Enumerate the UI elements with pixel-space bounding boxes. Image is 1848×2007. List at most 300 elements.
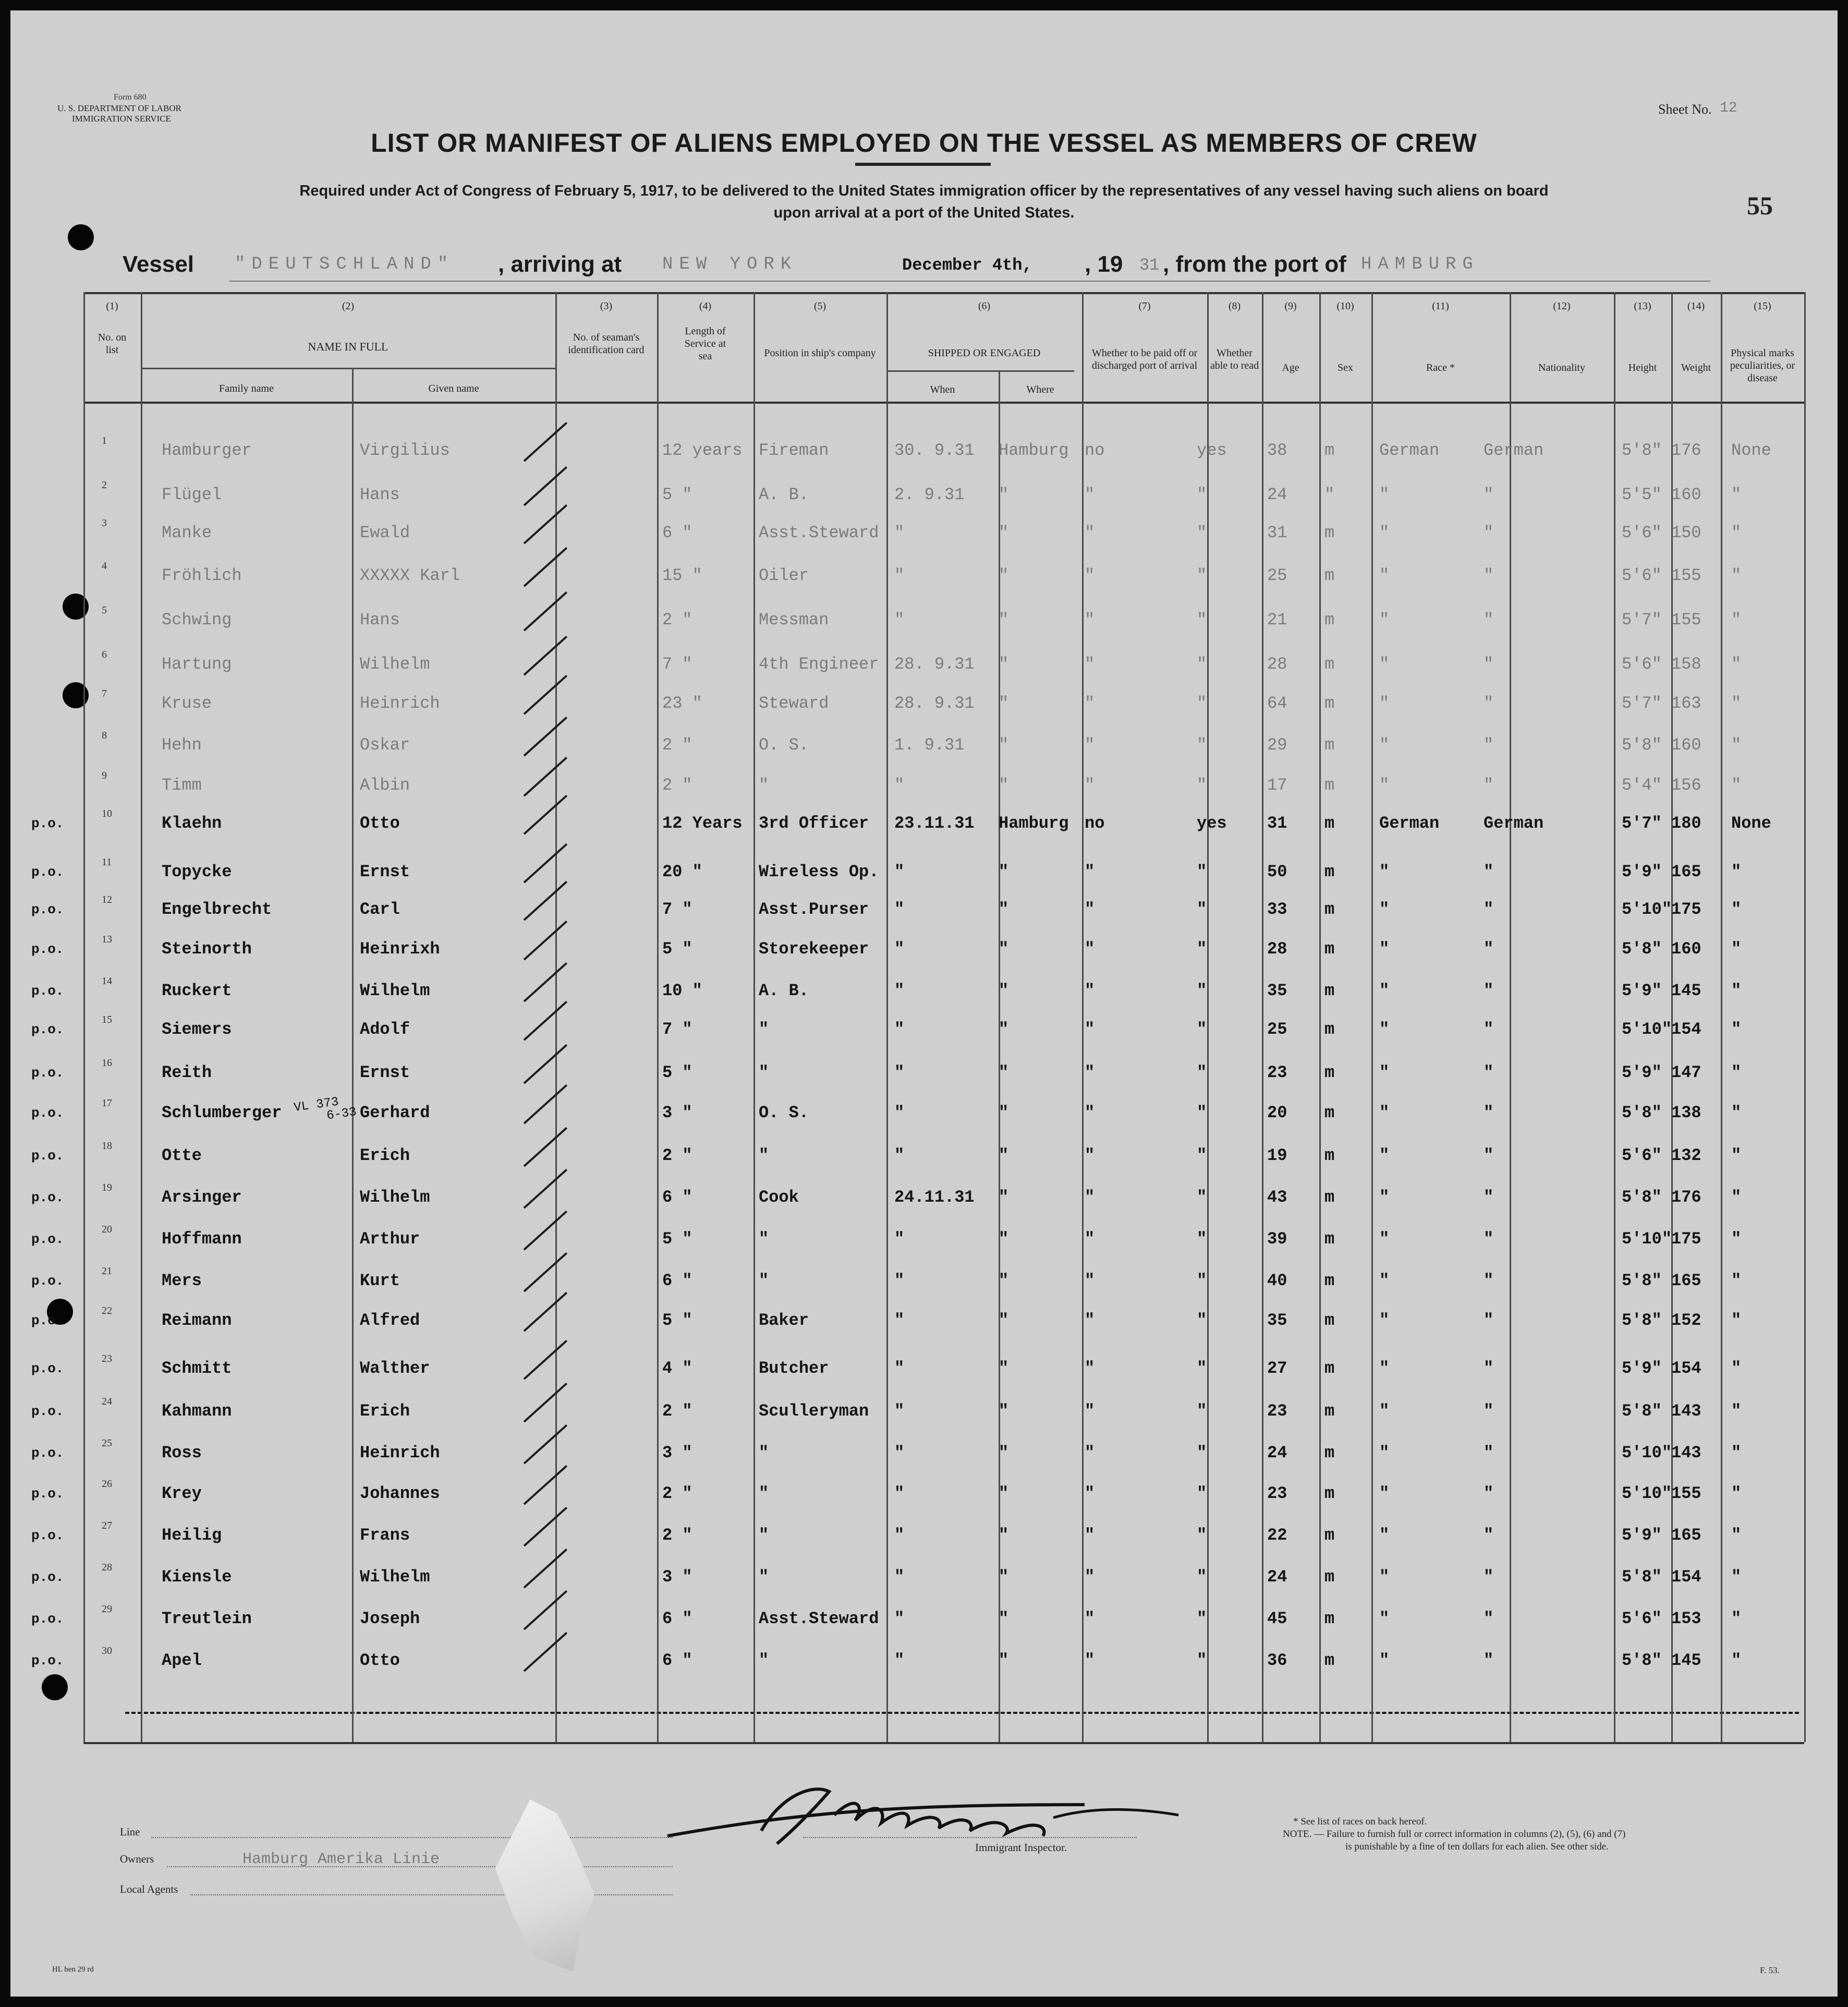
cell-paid: " bbox=[1085, 735, 1095, 755]
cell-service: 6 " bbox=[662, 1651, 692, 1670]
cell-paid: " bbox=[1085, 655, 1095, 674]
cell-position: A. B. bbox=[759, 485, 809, 504]
year-label: , 19 bbox=[1085, 251, 1123, 277]
cell-read: " bbox=[1197, 1146, 1207, 1165]
cell-paid: " bbox=[1085, 1311, 1095, 1330]
cell-phys: " bbox=[1731, 566, 1742, 585]
cell-position: Steward bbox=[759, 694, 829, 713]
cell-race: " bbox=[1379, 485, 1390, 504]
cell-race: " bbox=[1379, 1063, 1390, 1082]
cell-given: Walther bbox=[360, 1359, 430, 1378]
cell-service: 12 years bbox=[662, 441, 743, 460]
cell-when: 1. 9.31 bbox=[894, 735, 965, 755]
cell-read: " bbox=[1197, 862, 1207, 881]
col13-number: (13) bbox=[1634, 300, 1651, 312]
cell-given: Hans bbox=[360, 485, 400, 504]
cell-phys: " bbox=[1731, 1443, 1742, 1462]
cell-nat: " bbox=[1484, 1401, 1494, 1421]
cell-given: Wilhelm bbox=[360, 1567, 430, 1587]
cell-phys: " bbox=[1731, 523, 1742, 542]
cell-sex: m bbox=[1324, 1359, 1335, 1378]
column-rule bbox=[886, 292, 888, 1742]
cell-family: Siemers bbox=[162, 1020, 232, 1039]
cell-age: 28 bbox=[1267, 655, 1287, 674]
cell-height: 5'8" bbox=[1622, 1188, 1662, 1207]
cell-family: Reith bbox=[162, 1063, 212, 1082]
cell-mark: p.o. bbox=[31, 1105, 64, 1121]
cell-family: Hehn bbox=[162, 735, 202, 755]
cell-age: 33 bbox=[1267, 900, 1287, 919]
cell-height: 5'6" bbox=[1622, 1609, 1662, 1628]
cell-paid: " bbox=[1085, 1609, 1095, 1628]
cell-paid: no bbox=[1085, 814, 1105, 833]
cell-height: 5'6" bbox=[1622, 523, 1662, 542]
cell-when: " bbox=[894, 1103, 905, 1122]
col10-number: (10) bbox=[1336, 300, 1354, 312]
cell-position: 3rd Officer bbox=[759, 814, 869, 833]
cell-sex: m bbox=[1324, 1020, 1335, 1039]
fine-note-2: is punishable by a fine of ten dollars for each alien. See other side. bbox=[1345, 1841, 1609, 1852]
cell-paid: no bbox=[1085, 441, 1105, 460]
cell-age: 23 bbox=[1267, 1484, 1287, 1503]
subtitle-line2: upon arrival at a port of the United States. bbox=[773, 204, 1075, 221]
cell-read: " bbox=[1197, 1103, 1207, 1122]
cell-given: Gerhard bbox=[360, 1103, 430, 1122]
cell-where: " bbox=[999, 1609, 1009, 1628]
cell-service: 23 " bbox=[662, 694, 702, 713]
cell-when: " bbox=[894, 1567, 905, 1587]
cell-nat: " bbox=[1484, 1651, 1494, 1670]
cell-nat: " bbox=[1484, 1020, 1494, 1039]
cell-family: Schwing bbox=[162, 610, 232, 630]
cell-position: Storekeeper bbox=[759, 939, 869, 959]
cell-where: " bbox=[999, 735, 1009, 755]
cell-nat: " bbox=[1484, 694, 1494, 713]
cell-phys: " bbox=[1731, 981, 1742, 1000]
cell-family: Ross bbox=[162, 1443, 202, 1462]
col15-header: Physical marks peculiarities, or disease bbox=[1730, 347, 1795, 384]
col12-number: (12) bbox=[1553, 300, 1571, 312]
cell-height: 5'8" bbox=[1622, 1103, 1662, 1122]
cell-race: " bbox=[1379, 900, 1390, 919]
cell-family: Steinorth bbox=[162, 939, 252, 959]
cell-where: " bbox=[999, 1526, 1009, 1545]
cell-phys: None bbox=[1731, 814, 1771, 833]
cell-when: " bbox=[894, 862, 905, 881]
cell-paid: " bbox=[1085, 862, 1095, 881]
cell-read: " bbox=[1197, 1229, 1207, 1249]
cell-sex: m bbox=[1324, 1229, 1335, 1249]
cell-age: 22 bbox=[1267, 1526, 1287, 1545]
cell-nat: German bbox=[1484, 814, 1544, 833]
cell-age: 35 bbox=[1267, 1311, 1287, 1330]
cell-height: 5'8" bbox=[1622, 1271, 1662, 1290]
cell-phys: " bbox=[1731, 1651, 1742, 1670]
cell-given: Wilhelm bbox=[360, 1188, 430, 1207]
cell-phys: " bbox=[1731, 1526, 1742, 1545]
cell-sex: m bbox=[1324, 939, 1335, 959]
cell-when: 30. 9.31 bbox=[894, 441, 975, 460]
col9-number: (9) bbox=[1284, 300, 1297, 312]
cell-paid: " bbox=[1085, 610, 1095, 630]
col14-header: Weight bbox=[1681, 362, 1711, 373]
cell-sex: m bbox=[1324, 1188, 1335, 1207]
col5-header: Position in ship's company bbox=[764, 347, 876, 359]
col9-header: Age bbox=[1282, 362, 1299, 373]
cell-phys: " bbox=[1731, 776, 1742, 795]
cell-weight: 145 bbox=[1671, 981, 1701, 1000]
cell-weight: 145 bbox=[1671, 1651, 1701, 1670]
cell-no: 14 bbox=[102, 975, 112, 987]
cell-height: 5'6" bbox=[1622, 655, 1662, 674]
cell-paid: " bbox=[1085, 1526, 1095, 1545]
cell-age: 20 bbox=[1267, 1103, 1287, 1122]
cell-race: " bbox=[1379, 655, 1390, 674]
cell-phys: " bbox=[1731, 900, 1742, 919]
cell-read: " bbox=[1197, 610, 1207, 630]
cell-mark: p.o. bbox=[31, 1361, 64, 1376]
cell-given: Heinrich bbox=[360, 1443, 440, 1462]
cell-mark: p.o. bbox=[31, 1445, 64, 1461]
cell-sex: m bbox=[1324, 1609, 1335, 1628]
cell-read: " bbox=[1197, 1401, 1207, 1421]
cell-phys: " bbox=[1731, 1020, 1742, 1039]
cell-race: " bbox=[1379, 1401, 1390, 1421]
cell-family: Hartung bbox=[162, 655, 232, 674]
cell-position: " bbox=[759, 1526, 769, 1545]
cell-mark: p.o. bbox=[31, 1486, 64, 1502]
cell-weight: 150 bbox=[1671, 523, 1701, 542]
signature-line bbox=[803, 1837, 1137, 1838]
cell-age: 23 bbox=[1267, 1063, 1287, 1082]
cell-when: " bbox=[894, 1311, 905, 1330]
cell-mark: p.o. bbox=[31, 1404, 64, 1419]
cell-weight: 154 bbox=[1671, 1020, 1701, 1039]
col2-header: NAME IN FULL bbox=[308, 340, 388, 353]
cell-height: 5'4" bbox=[1622, 776, 1662, 795]
cell-race: German bbox=[1379, 441, 1440, 460]
cell-race: " bbox=[1379, 1271, 1390, 1290]
cell-sex: m bbox=[1324, 1484, 1335, 1503]
cell-sex: m bbox=[1324, 610, 1335, 630]
manifest-sheet bbox=[10, 10, 1838, 1997]
cell-read: " bbox=[1197, 900, 1207, 919]
cell-family: Manke bbox=[162, 523, 212, 542]
col8-header: Whether able to read bbox=[1210, 347, 1259, 371]
cell-family: Otte bbox=[162, 1146, 202, 1165]
cell-service: 3 " bbox=[662, 1443, 692, 1462]
cell-position: Butcher bbox=[759, 1359, 829, 1378]
cell-nat: " bbox=[1484, 1063, 1494, 1082]
cell-age: 45 bbox=[1267, 1609, 1287, 1628]
cell-nat: " bbox=[1484, 566, 1494, 585]
fine-note-1: NOTE. — Failure to furnish full or correct information in columns (2), (5), (6) and (7) bbox=[1283, 1829, 1626, 1840]
cell-no: 9 bbox=[102, 770, 107, 781]
cell-family: Hoffmann bbox=[162, 1229, 242, 1249]
cell-where: " bbox=[999, 1651, 1009, 1670]
column-rule bbox=[1804, 292, 1806, 1742]
cell-where: " bbox=[999, 1020, 1009, 1039]
cell-nat: " bbox=[1484, 1271, 1494, 1290]
cell-read: " bbox=[1197, 523, 1207, 542]
cell-paid: " bbox=[1085, 485, 1095, 504]
cell-read: " bbox=[1197, 1526, 1207, 1545]
cell-nat: " bbox=[1484, 485, 1494, 504]
cell-paid: " bbox=[1085, 1651, 1095, 1670]
cell-no: 8 bbox=[102, 730, 107, 741]
cell-position: A. B. bbox=[759, 981, 809, 1000]
cell-age: 35 bbox=[1267, 981, 1287, 1000]
cell-read: " bbox=[1197, 981, 1207, 1000]
cell-race: " bbox=[1379, 1146, 1390, 1165]
cell-when: " bbox=[894, 1020, 905, 1039]
cell-phys: " bbox=[1731, 939, 1742, 959]
local-agents-label: Local Agents bbox=[120, 1883, 178, 1895]
cell-mark: p.o. bbox=[31, 1231, 64, 1247]
cell-height: 5'6" bbox=[1622, 566, 1662, 585]
cell-position: Fireman bbox=[759, 441, 829, 460]
cell-race: German bbox=[1379, 814, 1440, 833]
cell-weight: 176 bbox=[1671, 441, 1701, 460]
cell-weight: 147 bbox=[1671, 1063, 1701, 1082]
cell-when: " bbox=[894, 1609, 905, 1628]
cell-no: 25 bbox=[102, 1437, 112, 1449]
sheet-label: Sheet No. bbox=[1658, 102, 1712, 117]
column-rule bbox=[1319, 292, 1321, 1742]
cell-age: 50 bbox=[1267, 862, 1287, 881]
cell-where: " bbox=[999, 981, 1009, 1000]
cell-no: 19 bbox=[102, 1182, 112, 1193]
cell-age: 39 bbox=[1267, 1229, 1287, 1249]
cell-read: " bbox=[1197, 1311, 1207, 1330]
owners-label: Owners bbox=[120, 1853, 154, 1865]
race-note: * See list of races on back hereof. bbox=[1293, 1816, 1427, 1827]
cell-weight: 154 bbox=[1671, 1359, 1701, 1378]
cell-given: Heinrich bbox=[360, 694, 440, 713]
cell-when: 24.11.31 bbox=[894, 1188, 975, 1207]
cell-position: " bbox=[759, 1063, 769, 1082]
form-number: Form 680 bbox=[114, 93, 147, 102]
cell-height: 5'10" bbox=[1622, 1229, 1672, 1249]
sub-header-rule bbox=[886, 370, 1074, 372]
cell-height: 5'8" bbox=[1622, 939, 1662, 959]
cell-where: " bbox=[999, 862, 1009, 881]
col12-header: Nationality bbox=[1538, 362, 1585, 373]
cell-paid: " bbox=[1085, 1020, 1095, 1039]
cell-weight: 156 bbox=[1671, 776, 1701, 795]
cell-age: 38 bbox=[1267, 441, 1287, 460]
cell-height: 5'8" bbox=[1622, 1401, 1662, 1421]
col2-number: (2) bbox=[342, 300, 355, 312]
cell-position: " bbox=[759, 776, 769, 795]
cell-sex: m bbox=[1324, 981, 1335, 1000]
cell-height: 5'7" bbox=[1622, 610, 1662, 630]
cell-sex: m bbox=[1324, 1526, 1335, 1545]
cell-where: " bbox=[999, 610, 1009, 630]
cell-nat: " bbox=[1484, 981, 1494, 1000]
cell-phys: " bbox=[1731, 1063, 1742, 1082]
cell-given: Virgilius bbox=[360, 441, 450, 460]
cell-race: " bbox=[1379, 1020, 1390, 1039]
departure-port: HAMBURG bbox=[1361, 255, 1479, 274]
cell-no: 28 bbox=[102, 1562, 112, 1573]
cell-age: 40 bbox=[1267, 1271, 1287, 1290]
cell-phys: " bbox=[1731, 1271, 1742, 1290]
col2a-header: Family name bbox=[219, 383, 274, 394]
cell-service: 2 " bbox=[662, 1146, 692, 1165]
cell-when: " bbox=[894, 1146, 905, 1165]
cell-given: Erich bbox=[360, 1401, 410, 1421]
cell-service: 3 " bbox=[662, 1103, 692, 1122]
cell-weight: 165 bbox=[1671, 1526, 1701, 1545]
cell-read: " bbox=[1197, 1359, 1207, 1378]
cell-sex: m bbox=[1324, 1651, 1335, 1670]
cell-given: Otto bbox=[360, 1651, 400, 1670]
cell-height: 5'8" bbox=[1622, 1567, 1662, 1587]
cell-height: 5'10" bbox=[1622, 1443, 1672, 1462]
col6b-header: Where bbox=[1026, 384, 1054, 395]
cell-paid: " bbox=[1085, 1484, 1095, 1503]
cell-nat: " bbox=[1484, 1146, 1494, 1165]
cell-position: Oiler bbox=[759, 566, 809, 585]
cell-where: " bbox=[999, 1401, 1009, 1421]
form-code: F. 53. bbox=[1760, 1965, 1780, 1975]
cell-given: Heinrixh bbox=[360, 939, 440, 959]
cell-family: Kiensle bbox=[162, 1567, 232, 1587]
cell-mark: p.o. bbox=[31, 1022, 64, 1037]
cell-age: 23 bbox=[1267, 1401, 1287, 1421]
column-rule bbox=[83, 292, 85, 1742]
cell-read: yes bbox=[1197, 814, 1227, 833]
col5-number: (5) bbox=[813, 300, 826, 312]
cell-paid: " bbox=[1085, 939, 1095, 959]
inspector-signature bbox=[657, 1773, 1241, 1852]
cell-nat: " bbox=[1484, 1484, 1494, 1503]
cell-phys: " bbox=[1731, 694, 1742, 713]
column-rule bbox=[1510, 292, 1511, 1742]
inspector-label: Immigrant Inspector. bbox=[975, 1841, 1067, 1854]
col6-number: (6) bbox=[978, 300, 991, 312]
cell-race: " bbox=[1379, 939, 1390, 959]
cell-no: 26 bbox=[102, 1478, 112, 1490]
cell-position: Wireless Op. bbox=[759, 862, 879, 881]
cell-sex: m bbox=[1324, 862, 1335, 881]
cell-paid: " bbox=[1085, 1063, 1095, 1082]
cell-given: Otto bbox=[360, 814, 400, 833]
cell-mark: p.o. bbox=[31, 902, 64, 917]
cell-where: " bbox=[999, 1063, 1009, 1082]
cell-given: Albin bbox=[360, 776, 410, 795]
cell-family: Timm bbox=[162, 776, 202, 795]
column-rule bbox=[1371, 292, 1373, 1742]
cell-mark: p.o. bbox=[31, 983, 64, 999]
cell-no: 6 bbox=[102, 649, 107, 660]
cell-given: Wilhelm bbox=[360, 655, 430, 674]
cell-when: " bbox=[894, 610, 905, 630]
cell-service: 2 " bbox=[662, 1484, 692, 1503]
cell-no: 16 bbox=[102, 1057, 112, 1069]
cell-given: Johannes bbox=[360, 1484, 440, 1503]
cell-when: 28. 9.31 bbox=[894, 694, 975, 713]
cell-nat: " bbox=[1484, 1609, 1494, 1628]
cell-given: Joseph bbox=[360, 1609, 420, 1628]
cell-read: " bbox=[1197, 1609, 1207, 1628]
cell-where: Hamburg bbox=[999, 814, 1069, 833]
cell-phys: " bbox=[1731, 1484, 1742, 1503]
cell-given: XXXXX Karl bbox=[360, 566, 460, 585]
cell-height: 5'10" bbox=[1622, 900, 1672, 919]
cell-height: 5'9" bbox=[1622, 1063, 1662, 1082]
cell-where: " bbox=[999, 694, 1009, 713]
cell-height: 5'9" bbox=[1622, 1526, 1662, 1545]
cell-height: 5'7" bbox=[1622, 694, 1662, 713]
cell-phys: " bbox=[1731, 1103, 1742, 1122]
cell-where: " bbox=[999, 566, 1009, 585]
cell-where: " bbox=[999, 1146, 1009, 1165]
cell-paid: " bbox=[1085, 900, 1095, 919]
cell-family: Arsinger bbox=[162, 1188, 242, 1207]
col10-header: Sex bbox=[1338, 362, 1353, 373]
cell-given: Carl bbox=[360, 900, 400, 919]
cell-mark: p.o. bbox=[31, 816, 64, 831]
cell-race: " bbox=[1379, 1359, 1390, 1378]
cell-when: " bbox=[894, 1526, 905, 1545]
cell-nat: " bbox=[1484, 655, 1494, 674]
cell-race: " bbox=[1379, 694, 1390, 713]
cell-height: 5'9" bbox=[1622, 1359, 1662, 1378]
cell-read: " bbox=[1197, 1020, 1207, 1039]
cell-race: " bbox=[1379, 610, 1390, 630]
cell-given: Ernst bbox=[360, 1063, 410, 1082]
cell-height: 5'8" bbox=[1622, 441, 1662, 460]
cell-height: 5'9" bbox=[1622, 862, 1662, 881]
cell-weight: 175 bbox=[1671, 1229, 1701, 1249]
cell-sex: " bbox=[1324, 485, 1335, 504]
cell-when: " bbox=[894, 1651, 905, 1670]
cell-when: " bbox=[894, 1401, 905, 1421]
cell-age: 17 bbox=[1267, 776, 1287, 795]
cell-no: 30 bbox=[102, 1645, 112, 1657]
cell-paid: " bbox=[1085, 1443, 1095, 1462]
subtitle-line1: Required under Act of Congress of February 5, 1917, to be delivered to the United States immigration officer by the representatives of any vessel having such aliens on board bbox=[299, 183, 1549, 199]
cell-read: " bbox=[1197, 1443, 1207, 1462]
cell-weight: 180 bbox=[1671, 814, 1701, 833]
cell-when: " bbox=[894, 1359, 905, 1378]
cell-mark: p.o. bbox=[31, 864, 64, 880]
cell-read: " bbox=[1197, 566, 1207, 585]
cell-where: " bbox=[999, 1484, 1009, 1503]
cell-nat: " bbox=[1484, 523, 1494, 542]
cell-when: " bbox=[894, 776, 905, 795]
cell-mark: p.o. bbox=[31, 1653, 64, 1669]
cell-where: " bbox=[999, 1103, 1009, 1122]
cell-service: 2 " bbox=[662, 1401, 692, 1421]
cell-race: " bbox=[1379, 735, 1390, 755]
cell-where: " bbox=[999, 1311, 1009, 1330]
cell-paid: " bbox=[1085, 694, 1095, 713]
cell-position: Sculleryman bbox=[759, 1401, 869, 1421]
column-rule bbox=[1262, 292, 1263, 1742]
department: U. S. DEPARTMENT OF LABOR bbox=[57, 103, 181, 113]
col14-number: (14) bbox=[1687, 300, 1705, 312]
cell-phys: " bbox=[1731, 1146, 1742, 1165]
cell-weight: 176 bbox=[1671, 1188, 1701, 1207]
cell-no: 20 bbox=[102, 1224, 112, 1235]
cell-height: 5'10" bbox=[1622, 1484, 1672, 1503]
cell-weight: 154 bbox=[1671, 1567, 1701, 1587]
cell-sex: m bbox=[1324, 1063, 1335, 1082]
cell-position: " bbox=[759, 1651, 769, 1670]
